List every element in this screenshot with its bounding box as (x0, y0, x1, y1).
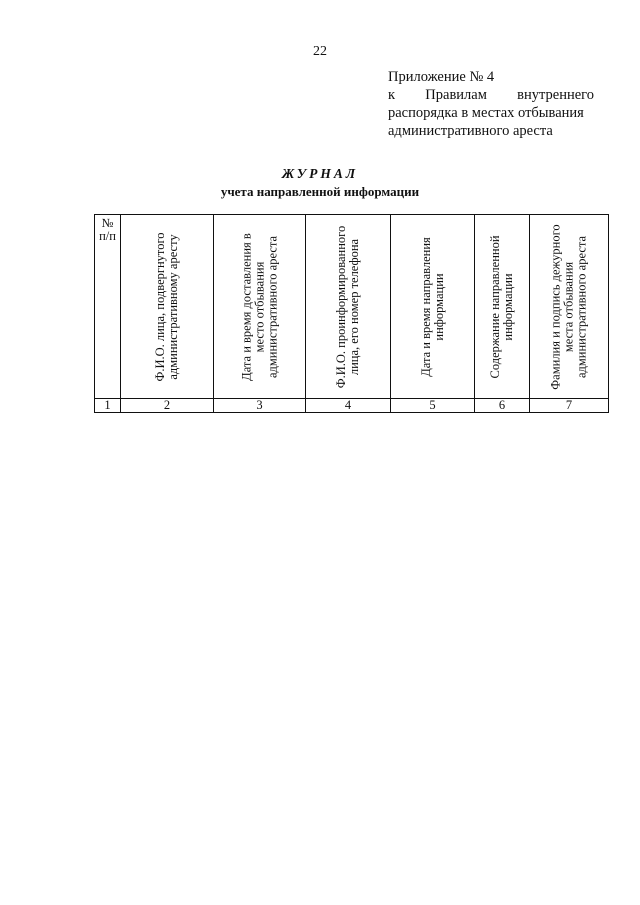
page-number: 22 (313, 44, 327, 59)
table-header-row (95, 215, 609, 399)
appendix-line-3: распорядка в местах отбывания (388, 105, 584, 121)
appendix-note (388, 68, 594, 140)
header-cell-informed-person (306, 215, 391, 399)
header-text-informed-person: Ф.И.О. проинформированного лица, его номер телефона (334, 225, 361, 388)
column-number-3: 3 (214, 399, 306, 413)
header-text-info-content: Содержание направленной информации (488, 234, 515, 379)
column-number-2: 2 (121, 399, 214, 413)
header-text-info-date: Дата и время направления информации (418, 236, 446, 377)
journal-title-block (0, 166, 640, 200)
appendix-word-k: к (388, 87, 396, 103)
header-text-delivery-date: Дата и время доставления в место отбывания административного ареста (239, 232, 279, 381)
column-number-5: 5 (391, 399, 475, 413)
header-cell-info-date (391, 215, 475, 399)
column-number-6: 6 (475, 399, 530, 413)
column-number-7: 7 (530, 399, 609, 413)
header-text-name: Ф.И.О. лица, подвергнутого административному аресту (153, 231, 180, 382)
appendix-word-internal: внутреннего (517, 87, 594, 103)
header-cell-delivery-date (214, 215, 306, 399)
column-number-4: 4 (306, 399, 391, 413)
appendix-line-1: Приложение № 4 (388, 69, 495, 85)
header-text-signature: Фамилия и подпись дежурного места отбывания административного ареста (548, 223, 589, 390)
header-cell-info-content (475, 215, 530, 399)
table-number-row (95, 399, 609, 413)
journal-subtitle: учета направленной информации (220, 184, 420, 199)
header-cell-name (121, 215, 214, 399)
appendix-word-rules: Правилам (425, 87, 487, 103)
header-cell-number (95, 215, 121, 399)
journal-title: ЖУРНАЛ (281, 166, 359, 181)
column-number-1: 1 (95, 399, 121, 413)
header-text-number: № п/п (99, 216, 116, 243)
appendix-line-4: административного ареста (388, 123, 553, 139)
header-cell-signature (530, 215, 609, 399)
journal-table (94, 214, 609, 413)
appendix-line-2 (388, 86, 594, 104)
